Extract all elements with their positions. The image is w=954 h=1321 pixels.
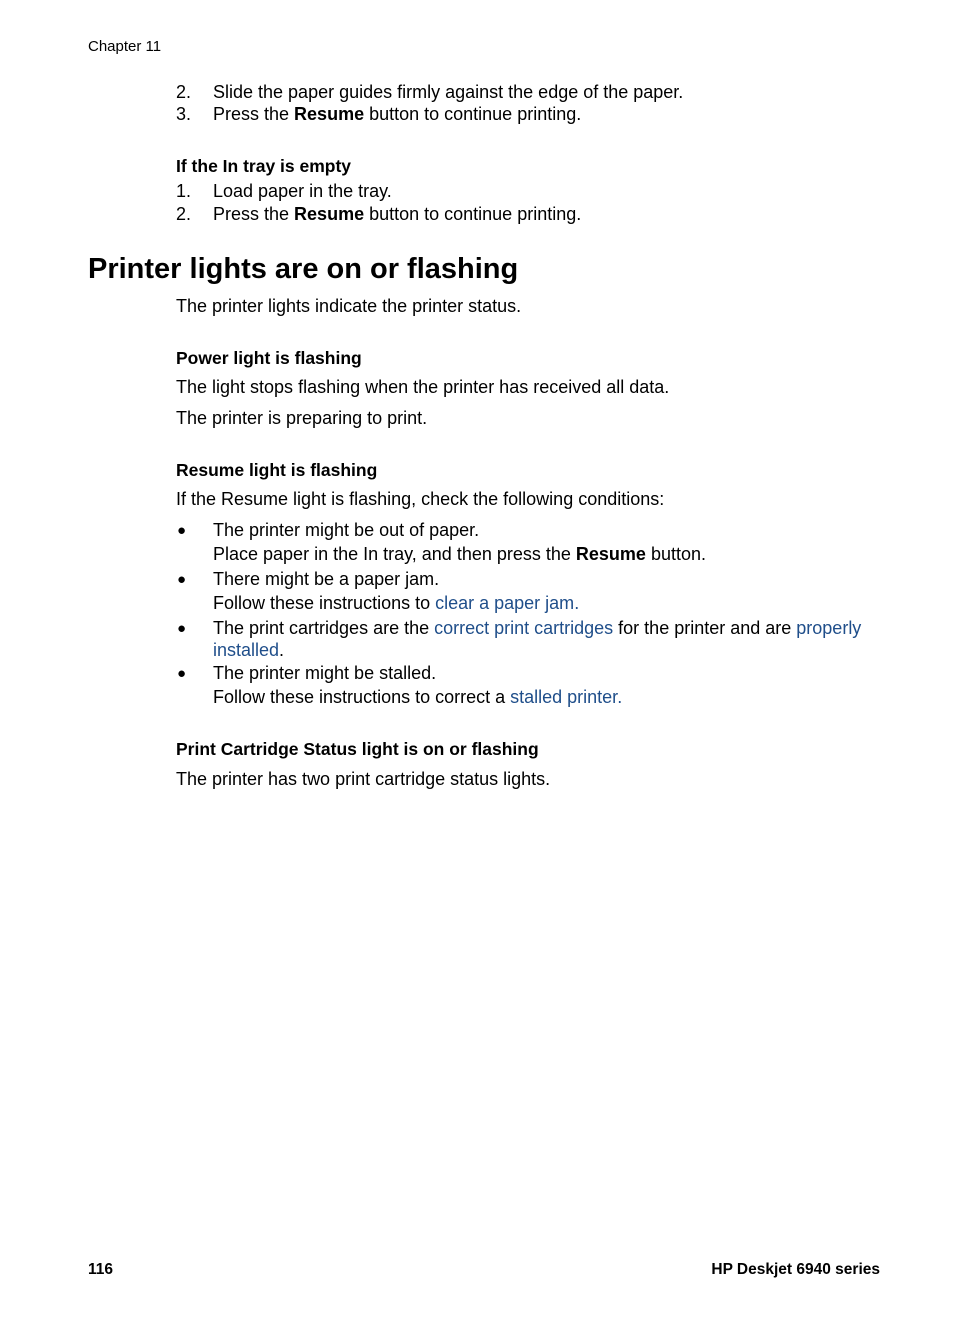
section-title: Printer lights are on or flashing [88,253,519,285]
step-text: Press the Resume button to continue printing. [213,204,582,224]
subheading-in-tray-empty: If the In tray is empty [176,156,352,176]
subheading-resume-light: Resume light is flashing [176,460,378,480]
step-text: Load paper in the tray. [213,181,392,201]
list-item: The printer might be stalled. [213,663,437,683]
list-item: There might be a paper jam. [213,569,440,589]
paragraph: The printer has two print cartridge status lights. [176,769,551,789]
list-item-detail: Follow these instructions to clear a paper jam. [213,593,580,613]
list-item-detail: Follow these instructions to correct a stalled printer. [213,687,623,707]
paragraph: The light stops flashing when the printer has received all data. [176,377,670,397]
properly-installed-link[interactable]: installed [213,640,280,660]
resume-button-term: Resume [294,104,365,124]
step-number: 3. [176,104,192,124]
step-number: 2. [176,204,192,224]
page-number: 116 [88,1261,114,1278]
paragraph: The printer is preparing to print. [176,408,428,428]
subheading-power-light: Power light is flashing [176,348,362,368]
list-item: The printer might be out of paper. [213,520,480,540]
resume-button-term: Resume [575,544,646,564]
bullet-icon: ● [177,665,187,682]
properly-installed-link[interactable]: properly [796,618,862,638]
step-number: 2. [176,82,192,102]
correct-print-cartridges-link[interactable]: correct print cartridges [434,618,614,638]
paragraph: If the Resume light is flashing, check the following conditions: [176,489,665,509]
clear-paper-jam-link[interactable]: clear a paper jam [435,593,575,613]
list-item-detail: Place paper in the In tray, and then press the Resume button. [213,544,706,564]
product-name: HP Deskjet 6940 series [711,1261,880,1278]
bullet-icon: ● [177,571,187,588]
step-text: Press the Resume button to continue printing. [213,104,582,124]
step-text: Slide the paper guides firmly against the edge of the paper. [213,82,684,102]
list-item-continuation: installed. [213,640,285,660]
chapter-label: Chapter 11 [88,38,162,55]
section-intro: The printer lights indicate the printer status. [176,296,522,316]
subheading-cartridge-status-light: Print Cartridge Status light is on or flashing [176,739,539,759]
bullet-icon: ● [177,620,187,637]
bullet-icon: ● [177,522,187,539]
list-item: The print cartridges are the correct print cartridges for the printer and are properly [213,618,862,638]
step-number: 1. [176,181,192,201]
stalled-printer-link[interactable]: stalled printer [510,687,618,707]
resume-button-term: Resume [294,204,365,224]
